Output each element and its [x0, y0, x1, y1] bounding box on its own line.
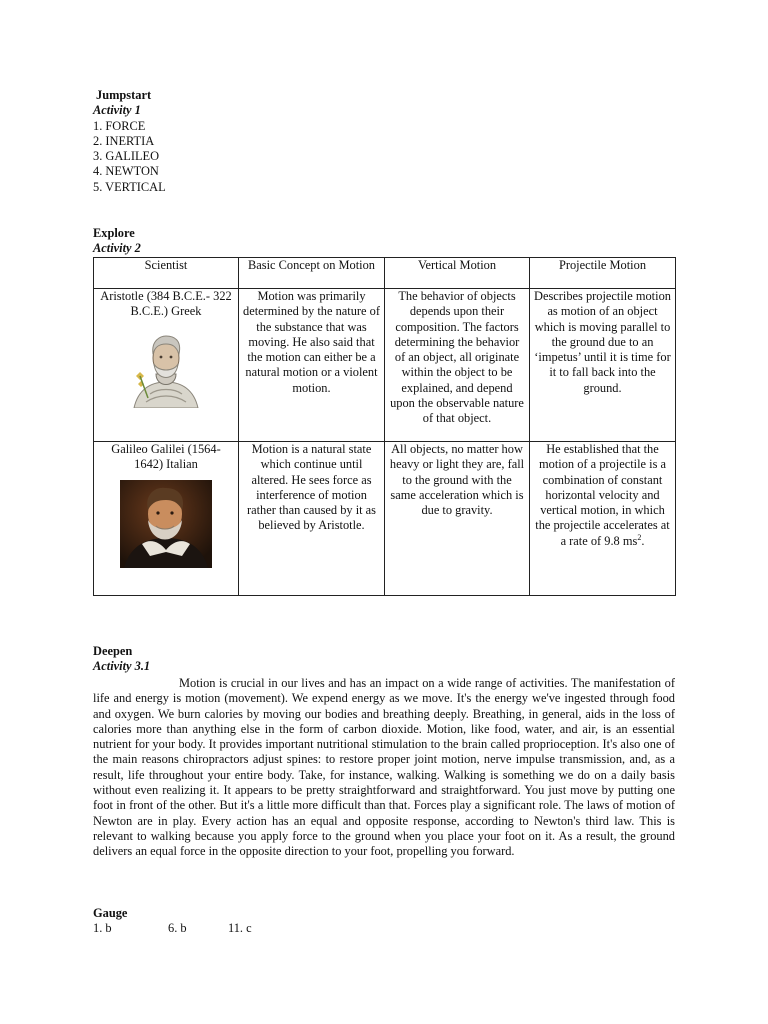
gauge-answer: 11. c: [228, 921, 252, 935]
cell-vertical-motion: All objects, no matter how heavy or light they are, fall to the ground with the same acceleration which is due to gravity.: [385, 442, 530, 596]
answer-item: 3. GALILEO: [93, 149, 160, 164]
deepen-heading: Deepen: [93, 644, 133, 658]
scientists-motion-table: [93, 257, 676, 596]
header-vertical-motion: Vertical Motion: [385, 258, 530, 289]
cell-projectile-motion: Describes projectile motion as motion of an object which is moving parallel to the ground due to an ‘impetus’ until it is time for it to fall back into the ground.: [530, 289, 676, 442]
jumpstart-section: [93, 88, 166, 195]
gauge-section: [93, 906, 127, 921]
aristotle-portrait: [128, 328, 204, 408]
table-row-aristotle: [94, 289, 676, 442]
scientist-name: Galileo Galilei (1564- 1642) Italian: [111, 442, 221, 472]
projectile-end: .: [641, 533, 645, 548]
superscript: 2: [637, 532, 642, 542]
galileo-portrait: [120, 480, 212, 568]
header-scientist: Scientist: [94, 258, 239, 289]
gauge-heading: Gauge: [93, 906, 128, 920]
activity-3-1-label: Activity 3.1: [93, 659, 151, 674]
answer-item: 5. VERTICAL: [93, 179, 166, 194]
gauge-answer: 6. b: [168, 921, 187, 935]
cell-basic-concept: Motion is a natural state which continue until altered. He sees force as interference of motion rather than caused by it as believed by Aristotle.: [239, 442, 385, 596]
paragraph-text: Motion is crucial in our lives and has an impact on a wide range of activities. The manifestation of life and energy is motion (movement). We expend energy as we move. It's the energy we've ingested through food and oxygen. We burn calories by moving our bodies and breathing deeply. Breathing, in general, aids in the loss of calories more than anything else in the form of carbon dioxide. Motion, like food, water, and air, is an essential nutrient for your body. It provides important nutritional stimulation to the brain called proprioception. It's also one of the main reasons chiropractors adjust spines: to restore proper joint motion, nerve impulse transmission, and, as a result, life throughout your entire body. Take, for instance, walking. Walking is something we do on a daily basis without even realizing it. It appears to be pretty straightforward and straightforward. You just move by putting one foot in front of the other. But it's a little more difficult than that. Forces play a significant role. The laws of motion of Newton are in play. Every action has an equal and opposite response, according to Newton's third law. This is relevant to walking because you apply force to the ground when you place your foot on it. As a result, the ground delivers an equal force in the opposite direction to your foot, propelling you forward.: [93, 676, 675, 859]
projectile-text: He established that the motion of a projectile is a combination of constant horizontal velocity and vertical motion, in which the projectile accelerates at a rate of 9.8 ms: [535, 442, 670, 548]
answer-item: 1. FORCE: [93, 118, 146, 133]
table-header-row: [94, 258, 676, 289]
answer-item: 2. INERTIA: [93, 133, 155, 148]
jumpstart-heading: Jumpstart: [96, 88, 152, 102]
cell-vertical-motion: The behavior of objects depends upon their composition. The factors determining the behavior of an object, all originate within the object to be explained, and depend upon the observable nature of that object.: [385, 289, 530, 442]
cell-basic-concept: Motion was primarily determined by the nature of the substance that was moving. He also said that the motion can either be a natural motion or a violent motion.: [239, 289, 385, 442]
header-basic-concept: Basic Concept on Motion: [239, 258, 385, 289]
explore-heading: Explore: [93, 226, 135, 240]
scientist-name: Aristotle (384 B.C.E.- 322 B.C.E.) Greek: [100, 289, 232, 319]
header-projectile-motion: Projectile Motion: [530, 258, 676, 289]
cell-scientist: [94, 442, 239, 596]
deepen-paragraph: [93, 676, 675, 860]
table-row-galileo: [94, 442, 676, 596]
gauge-answer: 1. b: [93, 921, 112, 935]
answer-item: 4. NEWTON: [93, 164, 159, 179]
activity-1-label: Activity 1: [93, 103, 141, 118]
jumpstart-answer-list: [93, 119, 166, 195]
paragraph-indent: [93, 676, 179, 690]
explore-section: [93, 226, 141, 257]
deepen-section: [93, 644, 150, 675]
cell-scientist: [94, 289, 239, 442]
activity-2-label: Activity 2: [93, 241, 141, 256]
cell-projectile-motion: [530, 442, 676, 596]
